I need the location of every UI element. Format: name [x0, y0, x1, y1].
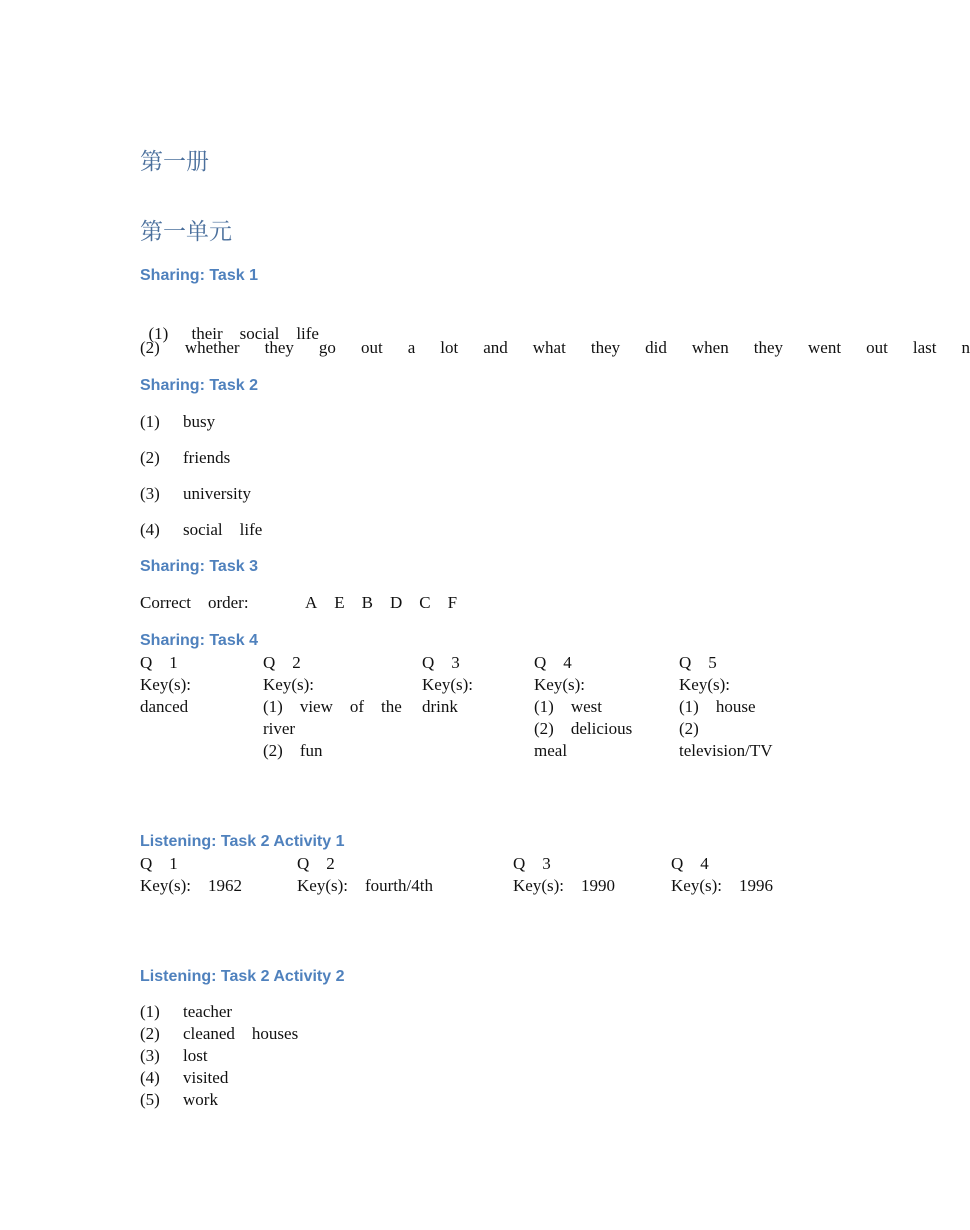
section-title-sharing-task4: Sharing: Task 4 [140, 632, 258, 649]
item-word: out [360, 338, 383, 357]
item-number: (1) [140, 1002, 160, 1021]
item-word: their [191, 324, 223, 343]
item-text: friends [183, 448, 231, 467]
item-word: social [239, 324, 280, 343]
answer-line: television/TV [679, 741, 773, 760]
section-title-sharing-task2: Sharing: Task 2 [140, 377, 258, 394]
answer-column-q3 [422, 652, 522, 718]
item-number: (5) [140, 1090, 160, 1109]
item-word: they [590, 338, 621, 357]
item-number: (2) [140, 338, 160, 357]
unit-heading: 第一单元 [140, 219, 232, 245]
answer-column-q1 [140, 652, 250, 718]
list-item [140, 1001, 298, 1023]
key-label: Key(s): [534, 675, 585, 694]
answer-list [140, 1001, 298, 1111]
list-item [140, 447, 230, 469]
answer-column-q3 [513, 853, 615, 897]
item-number: (4) [140, 1068, 160, 1087]
section-title-sharing-task1: Sharing: Task 1 [140, 267, 258, 284]
question-number: Q 1 [140, 854, 178, 873]
item-number: (3) [140, 484, 160, 503]
question-number: Q 5 [679, 653, 717, 672]
order-letter: D [390, 593, 403, 612]
question-number: Q 3 [422, 653, 460, 672]
section-title-listening-activity2: Listening: Task 2 Activity 2 [140, 968, 345, 985]
answer-line: drink [422, 697, 458, 716]
key-label: Key(s): [263, 675, 314, 694]
item-word: when [691, 338, 729, 357]
item-text: teacher [183, 1002, 233, 1021]
list-item [140, 337, 970, 359]
list-item [140, 483, 251, 505]
order-letter: B [361, 593, 374, 612]
item-text: work [183, 1090, 218, 1109]
item-text: busy [183, 412, 216, 431]
key-answer: Key(s): 1962 [140, 876, 242, 895]
answer-column-q2 [297, 853, 433, 897]
list-item [140, 1089, 298, 1111]
order-letter: E [334, 593, 345, 612]
answer-line: (2) [679, 719, 699, 738]
book-heading: 第一册 [140, 149, 209, 175]
item-word: they [264, 338, 294, 357]
answer-column-q5 [679, 652, 819, 762]
answer-column-q2 [263, 652, 443, 762]
key-answer: Key(s): 1990 [513, 876, 615, 895]
list-item [140, 411, 215, 433]
list-item [140, 519, 262, 541]
item-text: cleaned houses [183, 1024, 299, 1043]
answer-line: (2) delicious [534, 719, 633, 738]
key-answer: Key(s): fourth/4th [297, 876, 433, 895]
order-letter: A [305, 593, 318, 612]
section-title-listening-activity1: Listening: Task 2 Activity 1 [140, 833, 345, 850]
item-word: whether [184, 338, 240, 357]
item-number: (1) [148, 324, 169, 343]
item-word: n [961, 338, 970, 357]
question-number: Q 2 [297, 854, 335, 873]
item-number: (2) [140, 448, 160, 467]
answer-line: river [263, 719, 296, 738]
item-word: went [808, 338, 842, 357]
item-text: social life [183, 520, 263, 539]
order-letter: C [419, 593, 431, 612]
item-word: did [645, 338, 667, 357]
list-item [140, 1045, 298, 1067]
item-word: out [866, 338, 888, 357]
question-number: Q 4 [534, 653, 572, 672]
item-word: last [912, 338, 937, 357]
answer-line: (1) house [679, 697, 756, 716]
item-word: a [407, 338, 416, 357]
key-answer: Key(s): 1996 [671, 876, 773, 895]
item-word: life [296, 324, 319, 343]
section-title-sharing-task3: Sharing: Task 3 [140, 558, 258, 575]
item-word: lot [440, 338, 459, 357]
correct-order-label: Correct order: [140, 593, 249, 612]
answer-line: meal [534, 741, 568, 760]
key-label: Key(s): [140, 675, 191, 694]
item-word: and [483, 338, 508, 357]
answer-column-q4 [671, 853, 773, 897]
answer-line: (1) west [534, 697, 602, 716]
order-letter: F [447, 593, 458, 612]
question-number: Q 1 [140, 653, 178, 672]
item-number: (3) [140, 1046, 160, 1065]
answer-line: danced [140, 697, 189, 716]
item-number: (2) [140, 1024, 160, 1043]
item-text: visited [183, 1068, 229, 1087]
list-item [140, 1023, 298, 1045]
item-word: they [753, 338, 784, 357]
answer-column-q4 [534, 652, 664, 762]
answer-line: (2) fun [263, 741, 323, 760]
question-number: Q 4 [671, 854, 709, 873]
key-label: Key(s): [422, 675, 473, 694]
item-word: what [532, 338, 566, 357]
item-number: (1) [140, 412, 160, 431]
question-number: Q 3 [513, 854, 551, 873]
key-label: Key(s): [679, 675, 730, 694]
item-text: university [183, 484, 251, 503]
answer-column-q1 [140, 853, 242, 897]
list-item [140, 1067, 298, 1089]
correct-order [305, 592, 457, 614]
answer-line: (1) view of the [263, 697, 402, 716]
item-number: (4) [140, 520, 160, 539]
item-word: go [318, 338, 336, 357]
question-number: Q 2 [263, 653, 301, 672]
item-text: lost [183, 1046, 208, 1065]
